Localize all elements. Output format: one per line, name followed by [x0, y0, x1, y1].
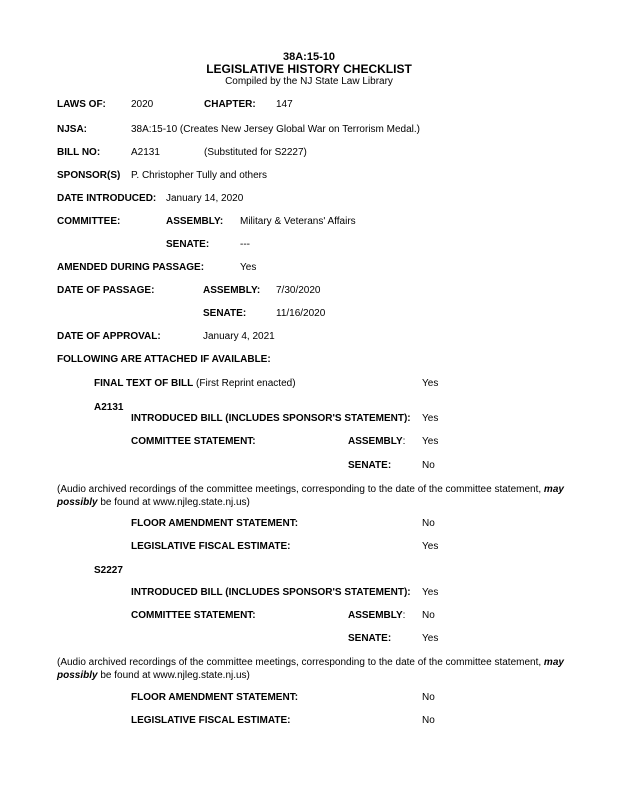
s2227-assembly-label: ASSEMBLY	[348, 610, 403, 621]
s2227-assembly-row	[348, 610, 405, 622]
date-introduced-value: January 14, 2020	[166, 193, 244, 204]
passage-assembly-value: 7/30/2020	[276, 285, 321, 296]
s2227-fiscal-label: LEGISLATIVE FISCAL ESTIMATE:	[131, 715, 291, 726]
s2227-introduced-label: INTRODUCED BILL (INCLUDES SPONSOR'S STATEMENT):	[131, 587, 411, 598]
s2227-floor-label: FLOOR AMENDMENT STATEMENT:	[131, 692, 299, 703]
amended-label: AMENDED DURING PASSAGE:	[57, 262, 205, 273]
a2131-committee-label: COMMITTEE STATEMENT:	[131, 436, 256, 447]
s2227-floor-value: No	[422, 692, 435, 703]
passage-senate-value: 11/16/2020	[276, 308, 326, 319]
passage-assembly-label: ASSEMBLY:	[203, 285, 261, 296]
a2131-floor-label: FLOOR AMENDMENT STATEMENT:	[131, 518, 299, 529]
laws-of-label: LAWS OF:	[57, 99, 106, 110]
section-number: 38A:15-10	[283, 51, 335, 63]
committee-senate-value: ---	[240, 239, 250, 250]
bill-no-label: BILL NO:	[57, 147, 101, 158]
s2227-audio-note	[57, 656, 602, 682]
a2131-introduced-label: INTRODUCED BILL (INCLUDES SPONSOR'S STATEMENT):	[131, 413, 411, 424]
date-of-approval-value: January 4, 2021	[203, 331, 275, 342]
njsa-label: NJSA:	[57, 124, 88, 135]
date-introduced-label: DATE INTRODUCED:	[57, 193, 157, 204]
a2131-fiscal-value: Yes	[422, 541, 439, 552]
s2227-senate-value: Yes	[422, 633, 439, 644]
a2131-assembly-row	[348, 436, 405, 448]
s2227-assembly-colon: :	[402, 610, 406, 621]
chapter-value: 147	[276, 99, 293, 110]
s2227-audio-post: be found at www.njleg.state.nj.us)	[100, 670, 250, 681]
a2131-floor-value: No	[422, 518, 435, 529]
a2131-assembly-colon: :	[402, 436, 406, 447]
sponsors-label: SPONSOR(S)	[57, 170, 121, 181]
date-of-passage-label: DATE OF PASSAGE:	[57, 285, 155, 296]
s2227-introduced-value: Yes	[422, 587, 439, 598]
s2227-committee-label: COMMITTEE STATEMENT:	[131, 610, 256, 621]
a2131-assembly-label: ASSEMBLY	[348, 436, 403, 447]
laws-of-value: 2020	[131, 99, 154, 110]
attachments-heading: FOLLOWING ARE ATTACHED IF AVAILABLE:	[57, 354, 271, 365]
a2131-senate-label: SENATE:	[348, 460, 392, 471]
s2227-heading: S2227	[94, 565, 123, 576]
s2227-assembly-value: No	[422, 610, 435, 621]
committee-senate-label: SENATE:	[166, 239, 210, 250]
page-title: LEGISLATIVE HISTORY CHECKLIST	[206, 62, 412, 76]
a2131-fiscal-label: LEGISLATIVE FISCAL ESTIMATE:	[131, 541, 291, 552]
s2227-audio-pre: (Audio archived recordings of the committee meetings, corresponding to the date of the committee statement,	[57, 657, 542, 668]
a2131-audio-em: may possibly	[57, 484, 564, 508]
final-text-note: (First Reprint enacted)	[196, 378, 296, 389]
final-text-value: Yes	[422, 378, 439, 389]
passage-senate-label: SENATE:	[203, 308, 247, 319]
chapter-label: CHAPTER:	[204, 99, 256, 110]
a2131-introduced-value: Yes	[422, 413, 439, 424]
bill-no-value: A2131	[131, 147, 160, 158]
amended-value: Yes	[240, 262, 257, 273]
final-text-row	[94, 378, 296, 390]
njsa-value: 38A:15-10 (Creates New Jersey Global War on Terrorism Medal.)	[131, 124, 420, 135]
sponsors-value: P. Christopher Tully and others	[131, 170, 268, 181]
s2227-fiscal-value: No	[422, 715, 435, 726]
s2227-senate-label: SENATE:	[348, 633, 392, 644]
committee-assembly-value: Military & Veterans' Affairs	[240, 216, 356, 227]
a2131-audio-pre: (Audio archived recordings of the committee meetings, corresponding to the date of the committee statement,	[57, 484, 542, 495]
a2131-heading: A2131	[94, 402, 124, 413]
s2227-audio-em: may possibly	[57, 657, 564, 681]
committee-assembly-label: ASSEMBLY:	[166, 216, 224, 227]
date-of-approval-label: DATE OF APPROVAL:	[57, 331, 161, 342]
final-text-label: FINAL TEXT OF BILL	[94, 378, 194, 389]
a2131-senate-value: No	[422, 460, 435, 471]
a2131-audio-post: be found at www.njleg.state.nj.us)	[100, 497, 250, 508]
a2131-assembly-value: Yes	[422, 436, 439, 447]
committee-label: COMMITTEE:	[57, 216, 121, 227]
bill-no-note: (Substituted for S2227)	[204, 147, 307, 158]
a2131-audio-note	[57, 483, 602, 509]
compiled-by: Compiled by the NJ State Law Library	[225, 76, 393, 87]
